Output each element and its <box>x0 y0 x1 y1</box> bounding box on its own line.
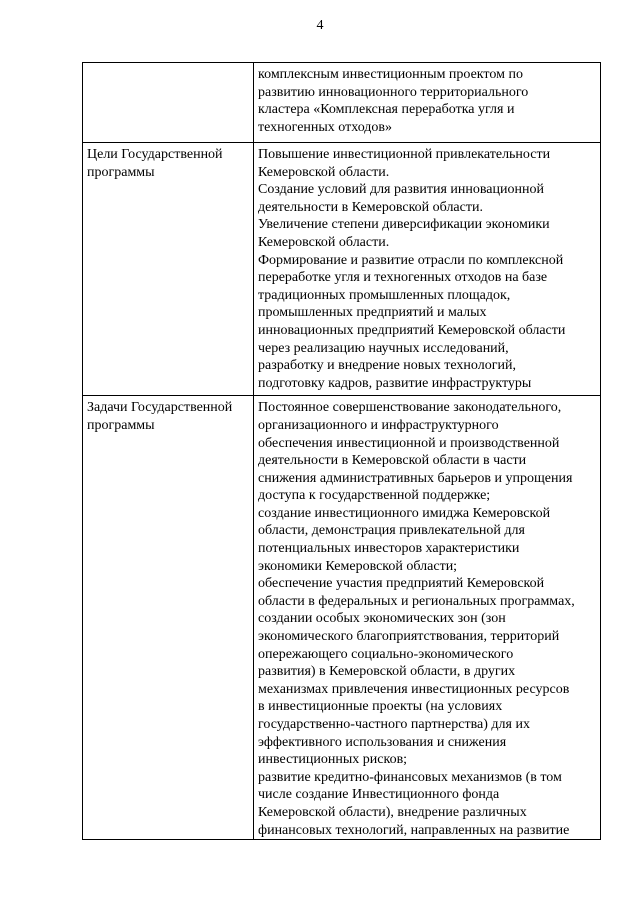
text-line: развитие кредитно-финансовых механизмов (в том <box>258 769 562 785</box>
table-row-tasks <box>83 396 601 840</box>
text-line: комплексным инвестиционным проектом по <box>258 67 523 82</box>
row-label-goals <box>83 143 254 396</box>
text-line: разработку и внедрение новых технологий, <box>258 358 516 374</box>
text-line: опережающего социально-экономического <box>258 646 514 662</box>
text-line: промышленных предприятий и малых <box>258 305 487 321</box>
text-line: традиционных промышленных площадок, <box>258 287 511 303</box>
table-row-continuation <box>83 63 601 143</box>
label-line: программы <box>87 417 155 433</box>
text-line: деятельности в Кемеровской области. <box>258 199 483 215</box>
label-line: программы <box>87 164 155 180</box>
text-line: через реализацию научных исследований, <box>258 340 509 356</box>
text-line: переработке угля и техногенных отходов на базе <box>258 270 548 286</box>
text-line: инвестиционных рисков; <box>258 752 408 768</box>
text-line: организационного и инфраструктурного <box>258 417 499 433</box>
text-line: Кемеровской области. <box>258 234 390 250</box>
text-line: обеспечения инвестиционной и производственной <box>258 435 560 451</box>
program-passport-table <box>82 62 601 840</box>
row-label-tasks <box>83 396 254 840</box>
text-line: числе создание Инвестиционного фонда <box>258 787 500 803</box>
text-line: экономического благоприятствования, территорий <box>258 629 560 645</box>
text-line: развития) в Кемеровской области, в других <box>258 664 516 680</box>
label-line: Цели Государственной <box>87 147 223 162</box>
text-line: Увеличение степени диверсификации экономики <box>258 217 550 233</box>
text-line: механизмах привлечения инвестиционных ресурсов <box>258 681 570 697</box>
text-line: инновационных предприятий Кемеровской области <box>258 322 566 338</box>
text-line: Постоянное совершенствование законодательного, <box>258 400 562 416</box>
text-line: Кемеровской области), внедрение различных <box>258 804 527 820</box>
text-line: доступа к государственной поддержке; <box>258 488 491 504</box>
text-line: в инвестиционные проекты (на условиях <box>258 699 503 715</box>
text-line: снижения административных барьеров и упрощения <box>258 470 573 486</box>
text-line: финансовых технологий, направленных на развитие <box>258 822 570 838</box>
text-line: кластера «Комплексная переработка угля и <box>258 102 515 118</box>
text-line: развитию инновационного территориального <box>258 84 529 100</box>
text-line: эффективного использования и снижения <box>258 734 507 750</box>
table-row-goals <box>83 143 601 396</box>
text-line: техногенных отходов» <box>258 119 393 135</box>
text-line: области в федеральных и региональных программах, <box>258 593 575 609</box>
text-line: области, демонстрация привлекательной для <box>258 523 525 539</box>
text-line: Повышение инвестиционной привлекательности <box>258 147 551 162</box>
row-content-tasks <box>254 396 601 840</box>
text-line: экономики Кемеровской области; <box>258 558 458 574</box>
text-line: создании особых экономических зон (зон <box>258 611 506 627</box>
page-number: 4 <box>316 18 324 33</box>
text-line: Кемеровской области. <box>258 164 390 180</box>
text-line: государственно-частного партнерства) для их <box>258 717 530 732</box>
row-content-goals <box>254 143 601 396</box>
text-line: подготовку кадров, развитие инфраструктуры <box>258 375 532 391</box>
text-line: Формирование и развитие отрасли по комплексной <box>258 252 564 268</box>
text-line: деятельности в Кемеровской области в части <box>258 453 527 469</box>
text-line: обеспечение участия предприятий Кемеровской <box>258 576 545 592</box>
label-line: Задачи Государственной <box>87 400 233 416</box>
text-line: потенциальных инвесторов характеристики <box>258 541 520 557</box>
text-line: создание инвестиционного имиджа Кемеровской <box>258 505 551 521</box>
row-label-empty <box>83 63 254 143</box>
row-content-continuation <box>254 63 601 143</box>
text-line: Создание условий для развития инновационной <box>258 182 544 198</box>
